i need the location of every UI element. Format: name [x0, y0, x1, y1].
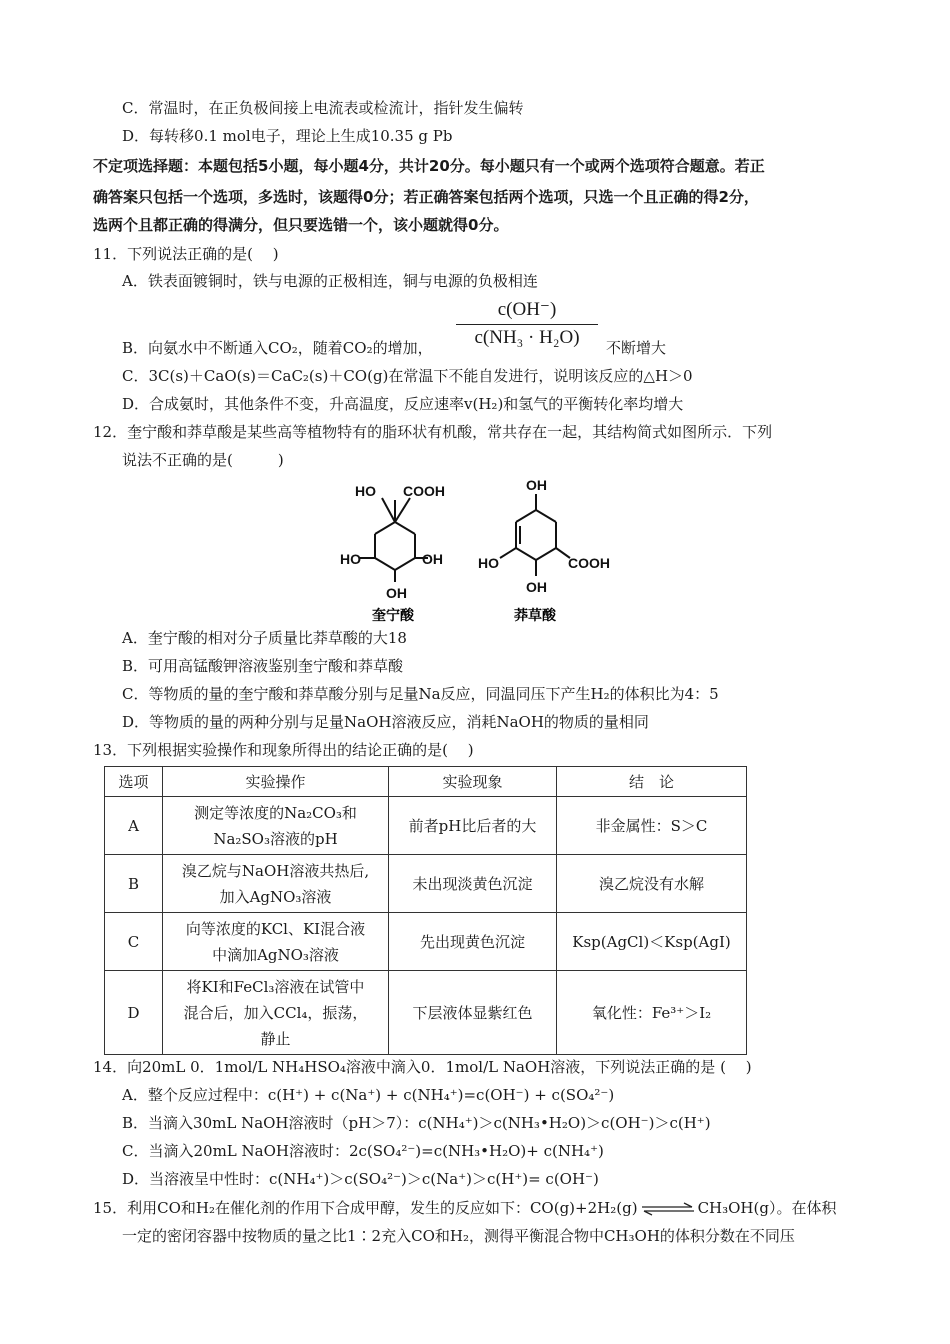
q15-line1-suffix: CH₃OH(g）。在体积: [697, 1199, 837, 1217]
operation-line: 溴乙烷与NaOH溶液共热后,: [181, 861, 370, 880]
q11-stem: 11．下列说法正确的是( ): [93, 245, 279, 263]
q11-option-a: A．铁表面镀铜时，铁与电源的正极相连，铜与电源的负极相连: [122, 272, 538, 290]
row-operation: [163, 913, 389, 971]
operation-line: 测定等浓度的Na₂CO₃和: [194, 803, 357, 822]
q11-option-b-prefix: B．向氨水中不断通入CO₂，随着CO₂的增加，: [122, 339, 433, 357]
q12-option-a: A．奎宁酸的相对分子质量比莽草酸的大18: [122, 629, 407, 647]
fraction-bar: [456, 324, 598, 325]
fraction-denominator: c(NH₃ · H₂O): [474, 327, 580, 348]
q10-option-c: C．常温时，在正负极间接上电流表或检流计，指针发生偏转: [122, 99, 524, 117]
table-header-row: [105, 767, 747, 797]
shikimic-oh-top: OH: [526, 477, 547, 493]
row-operation: [163, 797, 389, 855]
q11-option-c: C．3C(s)＋CaO(s)＝CaC₂(s)＋CO(g)在常温下不能自发进行，说明该反应的△H＞0: [122, 367, 693, 385]
operation-line: 静止: [260, 1029, 291, 1048]
q14-option-a: A．整个反应过程中：c(H⁺) + c(Na⁺) + c(NH₄⁺)=c(OH⁻) + c(SO₄²⁻): [122, 1086, 615, 1104]
quinic-oh-right: OH: [422, 551, 443, 567]
table-row: [105, 971, 747, 1055]
q13-stem: 13．下列根据实验操作和现象所得出的结论正确的是( ): [93, 741, 474, 759]
row-option: D: [105, 971, 163, 1055]
quinic-acid-label: 奎宁酸: [372, 608, 414, 622]
q15-line2: 一定的密闭容器中按物质的量之比1∶2充入CO和H₂，测得平衡混合物中CH₃OH的体积分数在不同压: [122, 1227, 795, 1245]
q10-option-d: D．每转移0.1 mol电子，理论上生成10.35 g Pb: [122, 127, 453, 145]
q13-experiment-table: [104, 766, 747, 1055]
table-row: [105, 913, 747, 971]
shikimic-oh-bottom: OH: [526, 579, 547, 595]
operation-line: 加入AgNO₃溶液: [219, 887, 332, 906]
row-phenomenon: 下层液体显紫红色: [389, 971, 557, 1055]
q12-stem-line2: 说法不正确的是( ): [122, 451, 284, 469]
equilibrium-arrow-icon: [640, 1202, 696, 1216]
q14-option-c: C．当滴入20mL NaOH溶液时：2c(SO₄²⁻)=c(NH₃•H₂O)+ c(NH₄⁺): [122, 1142, 604, 1160]
q12-structure-figure: [340, 476, 620, 622]
operation-line: 混合后，加入CCl₄，振荡，: [183, 1003, 368, 1022]
q12-option-d: D．等物质的量的两种分别与足量NaOH溶液反应，消耗NaOH的物质的量相同: [122, 713, 649, 731]
row-conclusion: 氧化性：Fe³⁺＞I₂: [557, 971, 747, 1055]
quinic-oh-bottom: OH: [386, 585, 407, 601]
row-phenomenon: 先出现黄色沉淀: [389, 913, 557, 971]
shikimic-ho-left: HO: [478, 555, 499, 571]
row-conclusion: Ksp(AgCl)＜Ksp(AgI): [557, 913, 747, 971]
q15-line1-prefix: 15．利用CO和H₂在催化剂的作用下合成甲醇，发生的反应如下：CO(g)+2H₂(g): [93, 1199, 638, 1217]
section-instructions-line1: 不定项选择题：本题包括5小题，每小题4分，共计20分。每小题只有一个或两个选项符合题意。若正: [93, 157, 765, 175]
header-conclusion: 结 论: [557, 767, 747, 797]
row-operation: [163, 855, 389, 913]
q12-option-c: C．等物质的量的奎宁酸和莽草酸分别与足量Na反应，同温同压下产生H₂的体积比为4：5: [122, 685, 719, 703]
header-operation: 实验操作: [163, 767, 389, 797]
row-phenomenon: 未出现淡黄色沉淀: [389, 855, 557, 913]
q14-stem: 14．向20mL 0．1mol/L NH₄HSO₄溶液中滴入0．1mol/L NaOH溶液，下列说法正确的是 ( ): [93, 1058, 752, 1076]
q15-line1: [93, 1198, 836, 1218]
shikimic-acid-structure: [500, 494, 570, 576]
operation-line: 将KI和FeCl₃溶液在试管中: [186, 977, 365, 996]
section-instructions-line2: 确答案只包括一个选项，多选时，该题得0分；若正确答案包括两个选项，只选一个且正确的得2分，: [93, 188, 759, 206]
q12-stem-line1: 12．奎宁酸和莽草酸是某些高等植物特有的脂环状有机酸，常共存在一起，其结构简式如图所示．下列: [93, 423, 773, 441]
quinic-ho-left: HO: [340, 551, 361, 567]
operation-line: Na₂SO₃溶液的pH: [213, 829, 338, 848]
row-conclusion: 非金属性：S＞C: [557, 797, 747, 855]
quinic-cooh: COOH: [403, 483, 445, 499]
row-phenomenon: 前者pH比后者的大: [389, 797, 557, 855]
row-option: C: [105, 913, 163, 971]
q11-option-d: D．合成氨时，其他条件不变，升高温度，反应速率v(H₂)和氢气的平衡转化率均增大: [122, 395, 684, 413]
shikimic-acid-label: 莽草酸: [514, 608, 556, 622]
table-row: [105, 855, 747, 913]
operation-line: 中滴加AgNO₃溶液: [212, 945, 339, 964]
row-operation: [163, 971, 389, 1055]
shikimic-cooh: COOH: [568, 555, 610, 571]
row-conclusion: 溴乙烷没有水解: [557, 855, 747, 913]
header-phenomenon: 实验现象: [389, 767, 557, 797]
row-option: B: [105, 855, 163, 913]
table-row: [105, 797, 747, 855]
quinic-acid-structure: [360, 498, 428, 582]
q11-fraction: [452, 298, 602, 351]
q12-option-b: B．可用高锰酸钾溶液鉴别奎宁酸和莽草酸: [122, 657, 404, 675]
header-option: 选项: [105, 767, 163, 797]
quinic-ho-top: HO: [355, 483, 376, 499]
operation-line: 向等浓度的KCl、KI混合液: [185, 919, 366, 938]
q14-option-b: B．当滴入30mL NaOH溶液时（pH＞7）：c(NH₄⁺)＞c(NH₃•H₂O)＞c(OH⁻)＞c(H⁺): [122, 1114, 711, 1132]
row-option: A: [105, 797, 163, 855]
q11-option-b-suffix: 不断增大: [606, 339, 667, 357]
fraction-numerator: c(OH⁻): [497, 299, 557, 320]
q14-option-d: D．当溶液呈中性时：c(NH₄⁺)＞c(SO₄²⁻)＞c(Na⁺)＞c(H⁺)= c(OH⁻): [122, 1170, 599, 1188]
section-instructions-line3: 选两个且都正确的得满分，但只要选错一个，该小题就得0分。: [93, 216, 509, 234]
